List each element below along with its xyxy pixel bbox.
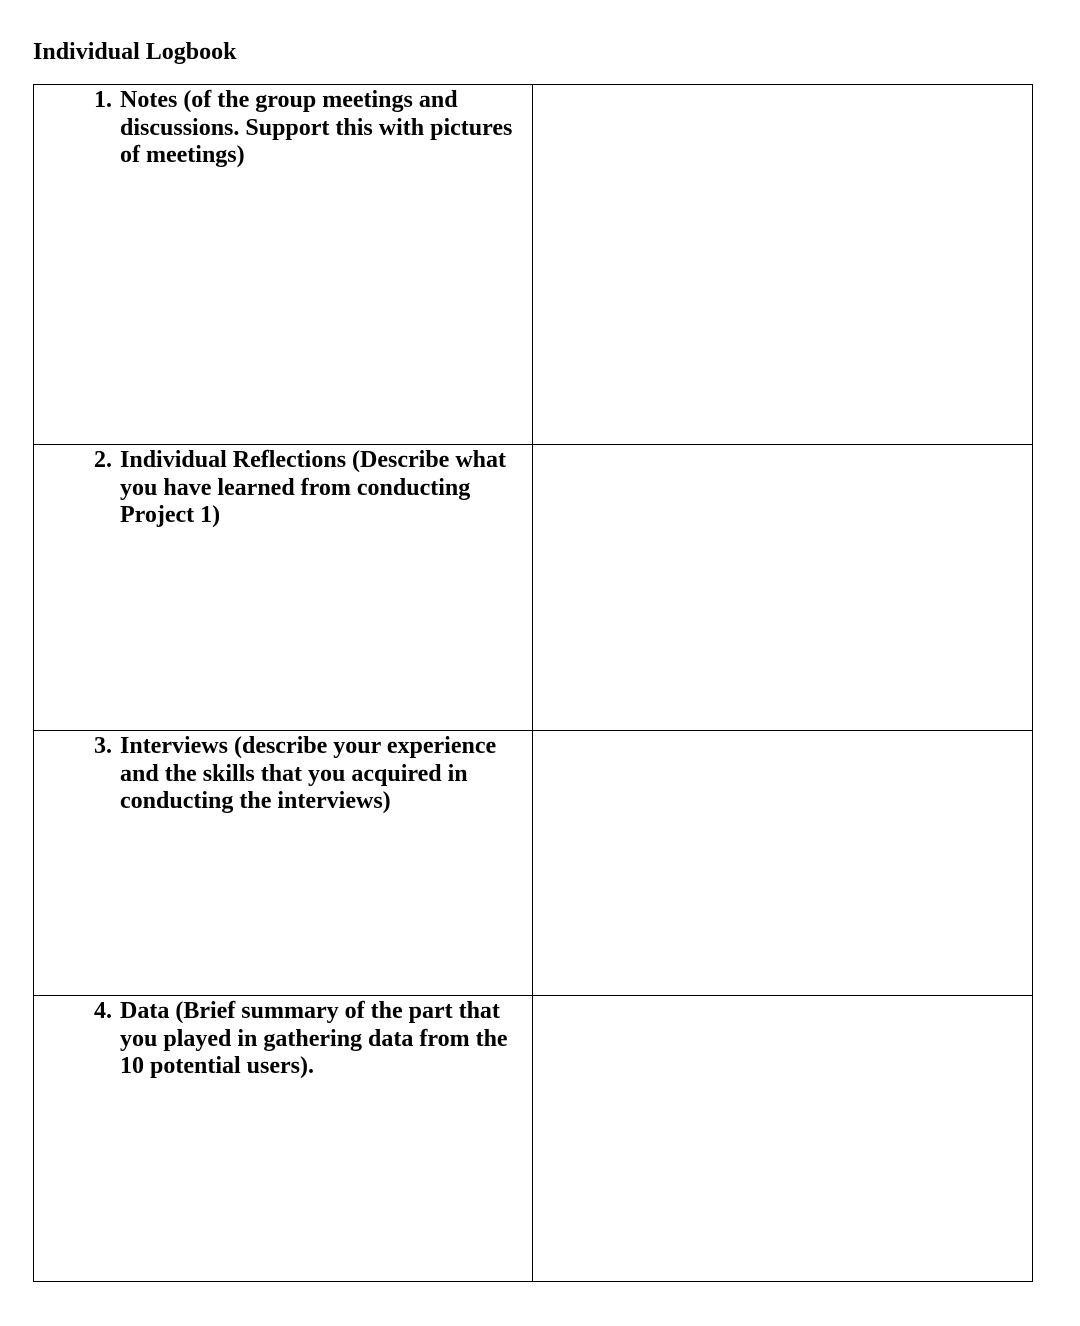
table-row [34, 85, 1033, 445]
answer-cell[interactable] [533, 445, 1033, 731]
answer-cell[interactable] [533, 996, 1033, 1282]
answer-cell[interactable] [533, 731, 1033, 996]
page-title: Individual Logbook [33, 39, 237, 65]
prompt-cell [34, 445, 533, 731]
list-item [34, 996, 532, 1081]
item-number: 4. [94, 998, 112, 1024]
table-row [34, 731, 1033, 996]
list-item [34, 445, 532, 530]
list-item [34, 731, 532, 816]
prompt-cell [34, 731, 533, 996]
item-number: 3. [94, 733, 112, 759]
item-prompt: Individual Reflections (Describe what you have learned from conducting Project 1) [120, 447, 506, 528]
item-number: 2. [94, 447, 112, 473]
list-item [34, 85, 532, 170]
prompt-cell [34, 996, 533, 1282]
item-number: 1. [94, 87, 112, 113]
logbook-table [33, 84, 1033, 1282]
table-row [34, 445, 1033, 731]
item-prompt: Interviews (describe your experience and the skills that you acquired in conducting the interviews) [120, 733, 497, 814]
table-row [34, 996, 1033, 1282]
item-prompt: Data (Brief summary of the part that you played in gathering data from the 10 potential users). [120, 998, 508, 1079]
item-prompt: Notes (of the group meetings and discussions. Support this with pictures of meetings) [120, 87, 513, 168]
prompt-cell [34, 85, 533, 445]
answer-cell[interactable] [533, 85, 1033, 445]
